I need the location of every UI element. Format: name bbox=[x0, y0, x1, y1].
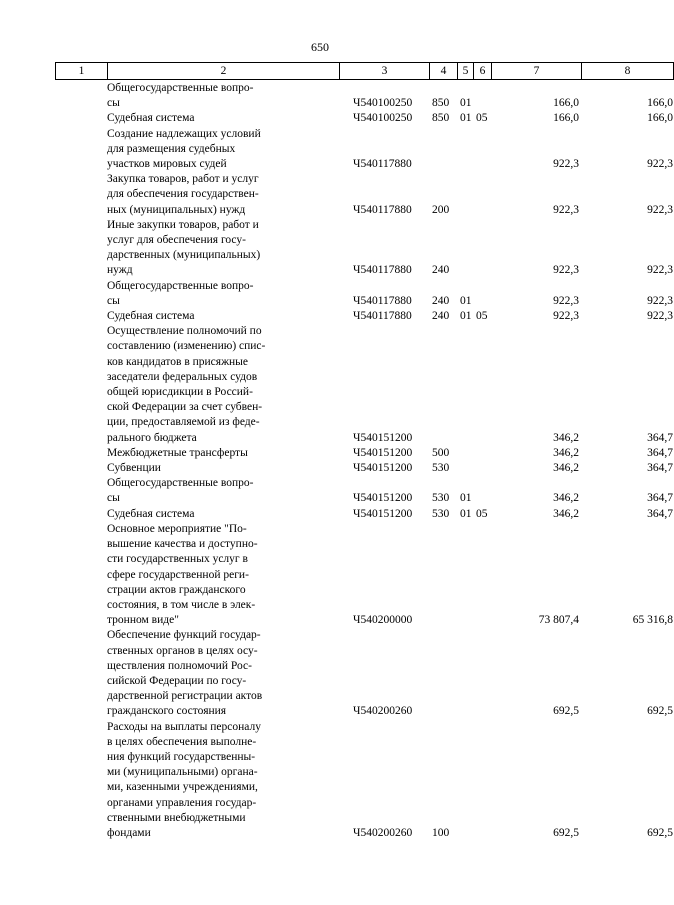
row-name-line: органами управления государ- bbox=[107, 796, 257, 809]
row-name-line: Судебная система bbox=[107, 112, 195, 125]
row-col-8: 364,7 bbox=[647, 492, 673, 505]
row-name-line: нужд bbox=[107, 264, 133, 277]
row-col-6 bbox=[473, 628, 491, 719]
table-row bbox=[55, 111, 673, 126]
row-name-line: ственных органов в целях осу- bbox=[107, 644, 258, 657]
row-name-line: сфере государственной реги- bbox=[107, 568, 249, 581]
row-name-line: в целях обеспечения выполне- bbox=[107, 735, 257, 748]
row-code: Ч540117880 bbox=[353, 294, 412, 307]
row-name-line: участков мировых судей bbox=[107, 158, 227, 171]
row-col-5: 01 bbox=[460, 97, 472, 110]
row-code: Ч540117880 bbox=[353, 310, 412, 323]
header-col-1: 1 bbox=[56, 63, 108, 80]
row-name-line: Общегосударственные вопро- bbox=[107, 279, 254, 292]
row-col-4: 200 bbox=[432, 203, 450, 216]
row-col-6 bbox=[473, 720, 491, 842]
table-row bbox=[55, 172, 673, 218]
row-col-6 bbox=[473, 324, 491, 446]
row-name-line: для обеспечения государствен- bbox=[107, 188, 259, 201]
row-name bbox=[55, 218, 339, 279]
row-col-5 bbox=[457, 446, 473, 461]
table-row bbox=[55, 218, 673, 279]
row-name-line: Обеспечение функций государ- bbox=[107, 629, 261, 642]
row-col-6 bbox=[473, 446, 491, 461]
row-code: Ч540151200 bbox=[353, 492, 413, 505]
row-col-8: 364,7 bbox=[647, 462, 673, 475]
row-col-6: 05 bbox=[476, 507, 488, 520]
row-col-8: 922,3 bbox=[647, 203, 673, 216]
row-name-line: ков кандидатов в присяжные bbox=[107, 355, 249, 368]
row-name-line: составлению (изменению) спис- bbox=[107, 340, 266, 353]
row-name-line: сы bbox=[107, 97, 120, 110]
page-number: 650 bbox=[311, 40, 329, 54]
row-col-5 bbox=[457, 461, 473, 476]
row-col-8: 166,0 bbox=[647, 112, 673, 125]
row-code: Ч540151200 bbox=[353, 446, 413, 459]
row-name-line: тронном виде" bbox=[107, 614, 179, 627]
table-row bbox=[55, 507, 673, 522]
row-col-6 bbox=[473, 81, 491, 111]
row-name-line: фондами bbox=[107, 826, 151, 839]
row-name-line: сы bbox=[107, 294, 120, 307]
row-name bbox=[55, 461, 339, 476]
row-col-8: 364,7 bbox=[647, 431, 673, 444]
row-col-4 bbox=[429, 628, 457, 719]
row-col-4 bbox=[429, 127, 457, 173]
row-code: Ч540151200 bbox=[353, 507, 413, 520]
row-col-8: 922,3 bbox=[647, 264, 673, 277]
row-col-8: 364,7 bbox=[647, 507, 673, 520]
row-name bbox=[55, 279, 339, 309]
row-name-line: Расходы на выплаты персоналу bbox=[107, 720, 261, 733]
header-col-6: 6 bbox=[474, 63, 492, 80]
row-col-5: 01 bbox=[460, 310, 472, 323]
row-col-6 bbox=[473, 476, 491, 506]
row-name-line: услуг для обеспечения госу- bbox=[107, 234, 246, 247]
row-col-7: 922,3 bbox=[553, 203, 579, 216]
row-name-line: Создание надлежащих условий bbox=[107, 127, 261, 140]
row-name-line: Иные закупки товаров, работ и bbox=[107, 218, 259, 231]
row-name-line: сийской Федерации по госу- bbox=[107, 674, 247, 687]
row-name bbox=[55, 476, 339, 506]
header-col-4: 4 bbox=[430, 63, 458, 80]
row-name-line: ми, казенными учреждениями, bbox=[107, 781, 258, 794]
row-col-4: 240 bbox=[432, 264, 450, 277]
row-col-7: 922,3 bbox=[553, 294, 579, 307]
row-col-5: 01 bbox=[460, 492, 472, 505]
row-col-4 bbox=[429, 522, 457, 628]
row-col-8: 922,3 bbox=[647, 310, 673, 323]
row-col-8: 692,5 bbox=[647, 826, 673, 839]
row-col-6: 05 bbox=[476, 112, 488, 125]
row-code: Ч540151200 bbox=[353, 462, 413, 475]
row-code: Ч540117880 bbox=[353, 264, 412, 277]
row-col-7: 346,2 bbox=[553, 507, 579, 520]
row-col-5 bbox=[457, 522, 473, 628]
row-col-7: 692,5 bbox=[553, 705, 579, 718]
row-col-7: 346,2 bbox=[553, 446, 579, 459]
row-name-line: страции актов гражданского bbox=[107, 583, 246, 596]
row-col-5: 01 bbox=[460, 294, 472, 307]
row-code: Ч540100250 bbox=[353, 97, 413, 110]
row-name-line: ской Федерации за счет субвен- bbox=[107, 401, 263, 414]
table-row bbox=[55, 476, 673, 506]
row-name-line: Судебная система bbox=[107, 310, 195, 323]
row-name-line: ции, предоставляемой из феде- bbox=[107, 416, 260, 429]
row-name-line: дарственной регистрации актов bbox=[107, 690, 263, 703]
table-row bbox=[55, 324, 673, 446]
row-name-line: Межбюджетные трансферты bbox=[107, 446, 248, 459]
budget-table bbox=[55, 81, 673, 841]
row-name-line: Основное мероприятие "По- bbox=[107, 522, 247, 535]
row-code: Ч540151200 bbox=[353, 431, 413, 444]
row-col-7: 166,0 bbox=[553, 112, 579, 125]
row-col-5 bbox=[457, 324, 473, 446]
row-name-line: ществления полномочий Рос- bbox=[107, 659, 252, 672]
row-col-7: 346,2 bbox=[553, 462, 579, 475]
row-code: Ч540200000 bbox=[353, 614, 413, 627]
row-col-4: 240 bbox=[432, 294, 450, 307]
row-col-7: 692,5 bbox=[553, 826, 579, 839]
row-col-4 bbox=[429, 324, 457, 446]
row-col-8: 65 316,8 bbox=[632, 614, 673, 627]
row-col-4: 240 bbox=[432, 310, 450, 323]
row-col-6: 05 bbox=[476, 310, 488, 323]
row-code: Ч540117880 bbox=[353, 158, 412, 171]
table-row bbox=[55, 628, 673, 719]
row-col-6 bbox=[473, 461, 491, 476]
row-col-7: 346,2 bbox=[553, 431, 579, 444]
row-col-7: 922,3 bbox=[553, 264, 579, 277]
row-name-line: общей юрисдикции в Россий- bbox=[107, 386, 253, 399]
row-name-line: рального бюджета bbox=[107, 431, 197, 444]
row-col-8: 692,5 bbox=[647, 705, 673, 718]
row-col-5: 01 bbox=[460, 112, 472, 125]
row-col-7: 73 807,4 bbox=[538, 614, 579, 627]
row-name-line: гражданского состояния bbox=[107, 705, 227, 718]
row-col-4: 530 bbox=[432, 507, 450, 520]
row-name bbox=[55, 309, 339, 324]
row-name bbox=[55, 81, 339, 111]
row-name-line: для размещения судебных bbox=[107, 142, 236, 155]
row-col-6 bbox=[473, 172, 491, 218]
table-header bbox=[55, 62, 674, 80]
row-name-line: заседатели федеральных судов bbox=[107, 370, 258, 383]
row-name-line: ственными внебюджетными bbox=[107, 811, 246, 824]
row-col-5 bbox=[457, 628, 473, 719]
row-col-4: 850 bbox=[432, 112, 450, 125]
row-name-line: сти государственных услуг в bbox=[107, 553, 248, 566]
header-col-8: 8 bbox=[582, 63, 674, 80]
row-name bbox=[55, 111, 339, 126]
row-name bbox=[55, 507, 339, 522]
table-row bbox=[55, 81, 673, 111]
row-name-line: дарственных (муниципальных) bbox=[107, 249, 261, 262]
table-row bbox=[55, 446, 673, 461]
row-col-4: 850 bbox=[432, 97, 450, 110]
row-name-line: Закупка товаров, работ и услуг bbox=[107, 173, 259, 186]
table-row bbox=[55, 522, 673, 628]
row-col-6 bbox=[473, 279, 491, 309]
row-col-7: 922,3 bbox=[553, 310, 579, 323]
row-name bbox=[55, 127, 339, 173]
row-name-line: ных (муниципальных) нужд bbox=[107, 203, 246, 216]
row-col-4: 100 bbox=[432, 826, 450, 839]
row-code: Ч540200260 bbox=[353, 705, 413, 718]
row-col-6 bbox=[473, 218, 491, 279]
header-col-5: 5 bbox=[458, 63, 474, 80]
row-name bbox=[55, 324, 339, 446]
table-row bbox=[55, 461, 673, 476]
row-col-4: 530 bbox=[432, 462, 450, 475]
row-col-5 bbox=[457, 720, 473, 842]
row-name bbox=[55, 172, 339, 218]
row-name-line: Субвенции bbox=[107, 462, 161, 475]
row-col-5: 01 bbox=[460, 507, 472, 520]
row-col-5 bbox=[457, 172, 473, 218]
table-row bbox=[55, 279, 673, 309]
row-col-8: 364,7 bbox=[647, 446, 673, 459]
row-col-8: 166,0 bbox=[647, 97, 673, 110]
row-name-line: Общегосударственные вопро- bbox=[107, 477, 254, 490]
row-name-line: вышение качества и доступно- bbox=[107, 538, 258, 551]
row-col-5 bbox=[457, 218, 473, 279]
row-name-line: Общегосударственные вопро- bbox=[107, 82, 254, 94]
row-col-6 bbox=[473, 127, 491, 173]
row-code: Ч540117880 bbox=[353, 203, 412, 216]
row-code: Ч540200260 bbox=[353, 826, 413, 839]
row-name-line: Осуществление полномочий по bbox=[107, 325, 262, 338]
row-code: Ч540100250 bbox=[353, 112, 413, 125]
table-row bbox=[55, 720, 673, 842]
row-col-4: 530 bbox=[432, 492, 450, 505]
row-col-7: 166,0 bbox=[553, 97, 579, 110]
row-col-8: 922,3 bbox=[647, 294, 673, 307]
row-col-6 bbox=[473, 522, 491, 628]
row-name-line: ми (муниципальными) органа- bbox=[107, 766, 258, 779]
header-col-7: 7 bbox=[492, 63, 582, 80]
row-name bbox=[55, 720, 339, 842]
row-col-8: 922,3 bbox=[647, 158, 673, 171]
row-col-5 bbox=[457, 127, 473, 173]
table-row bbox=[55, 309, 673, 324]
header-col-2: 2 bbox=[108, 63, 340, 80]
row-col-7: 922,3 bbox=[553, 158, 579, 171]
row-col-7: 346,2 bbox=[553, 492, 579, 505]
row-name-line: ния функций государственны- bbox=[107, 750, 256, 763]
row-name bbox=[55, 522, 339, 628]
row-col-4: 500 bbox=[432, 446, 450, 459]
table-row bbox=[55, 127, 673, 173]
row-name-line: Судебная система bbox=[107, 507, 195, 520]
row-name-line: сы bbox=[107, 492, 120, 505]
row-name bbox=[55, 628, 339, 719]
row-name bbox=[55, 446, 339, 461]
row-name-line: состояния, в том числе в элек- bbox=[107, 598, 256, 611]
header-col-3: 3 bbox=[340, 63, 430, 80]
